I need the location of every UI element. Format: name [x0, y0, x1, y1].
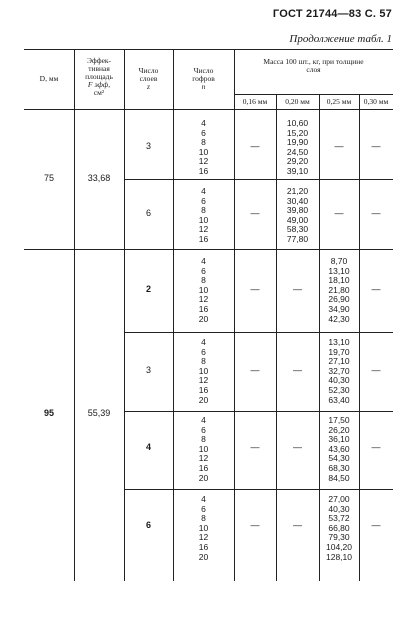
corrugations-list: 4 6 8 10 12 16 20 — [198, 337, 209, 405]
group-f-value: 55,39 — [87, 408, 111, 418]
mass-020: — — [293, 365, 302, 375]
header-thickness-030: 0,30 мм — [363, 96, 389, 106]
layers-count: 2 — [145, 284, 151, 294]
layers-count: 4 — [145, 442, 151, 452]
mass-020: 10,60 15,20 19,90 24,50 29,20 39,10 — [286, 118, 309, 176]
mass-table — [24, 49, 393, 581]
mass-030: — — [371, 208, 381, 218]
corrugations-list: 4 6 8 10 12 16 20 — [198, 256, 209, 324]
corrugations-list: 4 6 8 10 12 16 — [198, 118, 209, 176]
page-header: ГОСТ 21744—83 С. 57 — [272, 8, 392, 20]
col-divider-d — [74, 49, 75, 581]
table-continuation-label: Продолжение табл. 1 — [289, 33, 392, 45]
mass-016: — — [250, 520, 260, 530]
group-f-value: 33,68 — [87, 173, 111, 183]
corrugations-list: 4 6 8 10 12 16 — [198, 186, 209, 244]
mass-025: — — [334, 208, 344, 218]
mass-016: — — [250, 442, 260, 452]
mass-025: 13,10 19,70 27,10 32,70 40,30 52,30 63,40 — [328, 337, 350, 405]
layers-count: 6 — [145, 208, 151, 218]
layers-count: 3 — [145, 365, 151, 375]
mass-020: — — [293, 520, 302, 530]
mass-030: — — [371, 365, 381, 375]
group-d-value: 75 — [43, 173, 54, 183]
header-n: Число гофров n — [192, 66, 215, 91]
header-thickness-016: 0,16 мм — [242, 96, 268, 106]
mass-030: — — [371, 442, 381, 452]
col-divider-n — [234, 49, 235, 581]
mass-020: 21,20 30,40 39,80 49,00 58,30 77,80 — [286, 186, 309, 244]
corrugations-list: 4 6 8 10 12 16 20 — [198, 415, 209, 483]
block-divider — [124, 411, 393, 412]
block-divider — [124, 179, 393, 180]
mass-016: — — [250, 365, 260, 375]
mass-016: — — [250, 141, 260, 151]
block-divider — [124, 489, 393, 490]
mass-020: — — [293, 442, 302, 452]
header-thickness-020: 0,20 мм — [285, 96, 310, 106]
group-divider — [24, 249, 393, 250]
corrugations-list: 4 6 8 10 12 16 20 — [198, 494, 209, 562]
mass-025: 27,00 40,30 53,72 66,80 79,30 104,20 128,10 — [326, 494, 352, 562]
mass-030: — — [371, 141, 381, 151]
mass-020: — — [293, 284, 302, 294]
mass-025: 8,70 13,10 18,10 21,80 26,90 34,90 42,30 — [328, 256, 350, 324]
mass-030: — — [371, 284, 381, 294]
header-z: Число слоев z — [138, 66, 159, 91]
mass-016: — — [250, 284, 260, 294]
mass-025: 17,50 26,20 36,10 43,60 54,30 68,30 84,50 — [328, 415, 350, 483]
group-d-value: 95 — [43, 408, 54, 418]
header-bottom-border — [24, 109, 393, 110]
layers-count: 3 — [145, 141, 151, 151]
header-thickness-025: 0,25 мм — [326, 96, 352, 106]
header-f: Эффек- тивная площадь F эфф, см² — [85, 56, 113, 97]
mass-016: — — [250, 208, 260, 218]
header-d: D, мм — [39, 74, 59, 83]
block-divider — [124, 332, 393, 333]
col-divider-f — [124, 49, 125, 581]
mass-025: — — [334, 141, 344, 151]
table-top-border — [24, 49, 393, 50]
col-divider-t3 — [359, 94, 360, 581]
layers-count: 6 — [145, 520, 151, 530]
mass-030: — — [371, 520, 381, 530]
header-mass: Масса 100 шт., кг, при толщине слоя — [263, 57, 364, 74]
